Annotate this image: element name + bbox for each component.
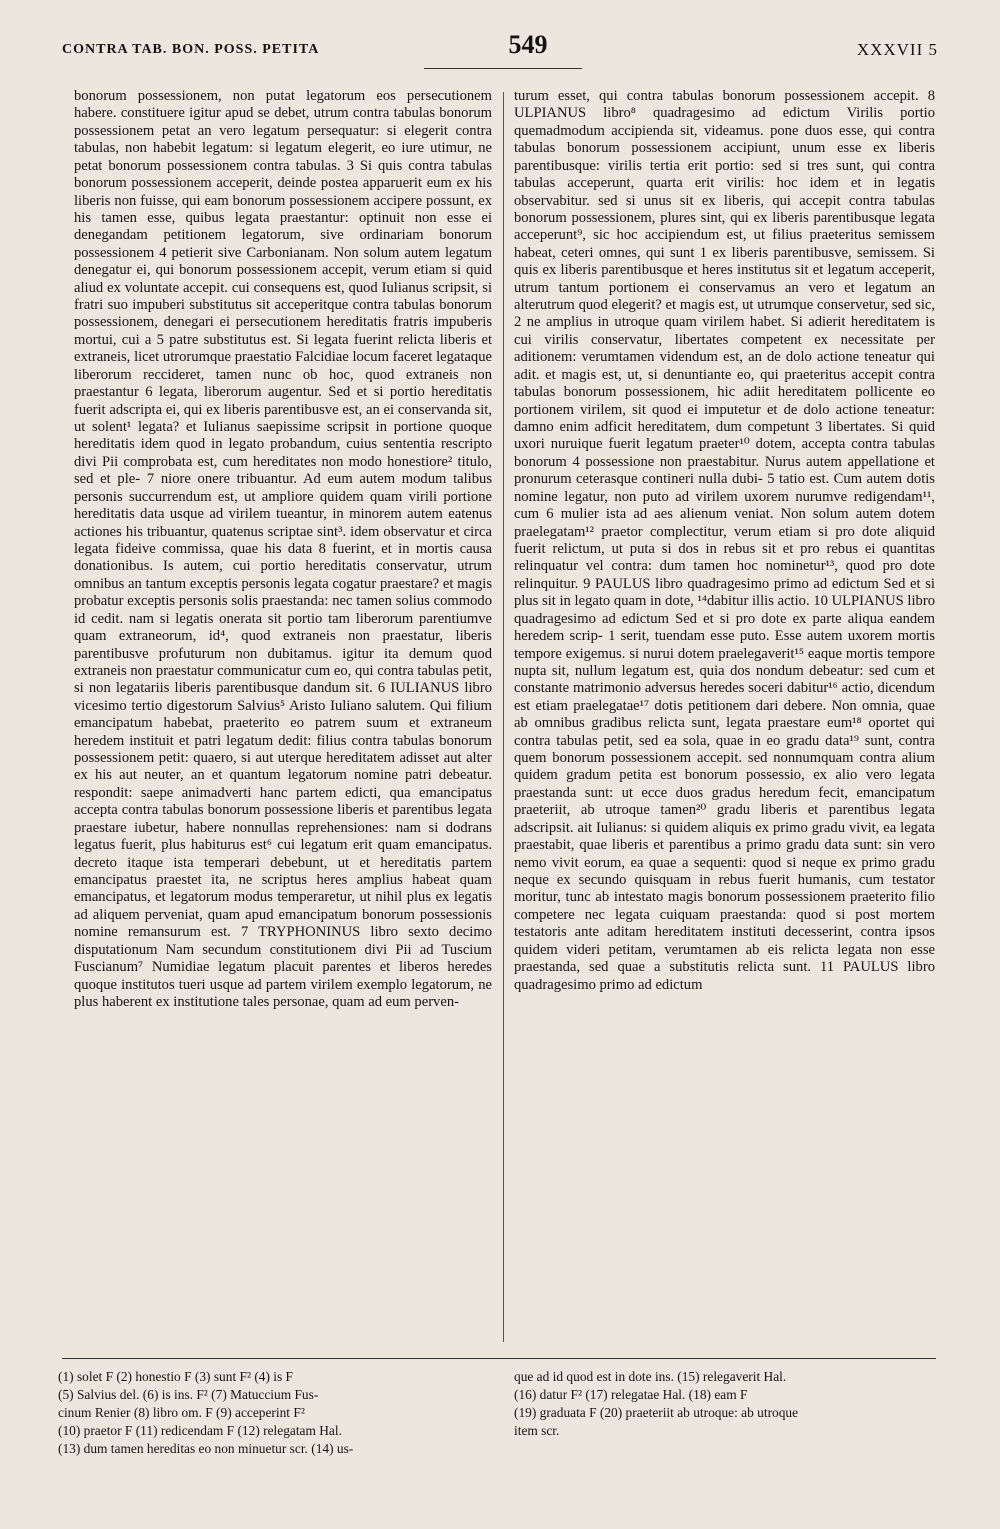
left-column bbox=[74, 88, 492, 1011]
footnote-line: item scr. bbox=[514, 1423, 560, 1438]
footnote-line: (19) graduata F (20) praeteriit ab utroque: ab utroque bbox=[514, 1405, 799, 1420]
footnote-line: (16) datur F² (17) relegatae Hal. (18) eam F bbox=[514, 1387, 748, 1402]
footnote-rule bbox=[62, 1358, 936, 1359]
page-number: 549 bbox=[508, 30, 548, 59]
left-column-text: bonorum possessionem, non putat legatorum eos persecutionem habere. constituere igitur apud se debet, utrum contra tabulas bonorum possessionem petat an vero legatum persequatur: si elegerit contra tabulas, non habebit legatum: si legatum elegerit, eo iure utimur, ne petat bonorum possessionem contra tabulas. 3 Si quis contra tabulas bonorum possessionem acceperit, deinde postea apparuerit eum ex his liberis non fuisse, qui eam bonorum possessionem accipere possunt, ex his tamen esse, quibus legata praestantur: optinuit non esse ei denegandam petitionem legatorum, sive ordinariam bonorum possessionem 4 petierit sive Carbonianam. Non solum autem legatum denegatur ei, qui bonorum possessionem accepit, verum etiam si quid aliud ex voluntate accepit. cui consequens est, quod Iulianus scripsit, si fratri suo impuberi substitutus sit acceperitque contra tabulas bonorum possessionem, denegari ei persecutionem hereditatis fratris impuberis mortui, cui a 5 patre substitutus est. Si legata fuerint relicta liberis et extraneis, licet utrorumque praestatio Falcidiae locum faceret legataque liberorum reccideret, tamen nunc ob hoc, quod extraneis non praestantur 6 legata, liberorum augentur. Sed et si portio hereditatis fuerit adscripta ei, qui ex liberis parentibusve est, an ei conservanda sit, ut solent¹ legata? et Iulianus saepissime scripsit in portione quoque hereditatis idem quod in legato probandum, cuius sententia rescripto divi Pii comprobata est, cum hereditates non modo honestiore² titulo, sed et ple- 7 niore onere tribuantur. Ad eum autem modum talibus personis succurrendum est, ut ampliore quidem quam virili portione hereditatis data usque ad virilem tueantur, in minorem autem eatenus actiones his tribuantur, quatenus scriptae sint³. idem observatur et circa legata fideive commissa, quae his data 8 fuerint, et in mortis causa donationibus. Is autem, cui portio hereditatis conservatur, utrum omnibus an tantum exceptis personis legata cogatur praestare? et magis probatur exceptis personis solis praestanda: nec tamen solius commodo id cedit. nam si legatis onerata sit portio tam liberorum parentiumve quam extraneorum, id⁴, quod extraneis non praestatur, liberis parentibusve profuturum non dubitamus. igitur ita demum quod extraneis non praestatur communicatur cum eo, qui contra tabulas petit, si non legatariis liberis parentibusque dandum sit. 6 IULIANUS libro vicesimo tertio digestorum Salvius⁵ Aristo Iuliano salutem. Qui filium emancipatum habebat, praeterito eo patrem suum et extraneum heredem instituit et patri legatum dedit: filius contra tabulas bonorum possessionem petit: quaero, si aut uterque hereditatem adisset aut alter ex his aut neuter, an et quantum legatorum nomine patri debeatur. respondit: saepe animadverti hanc partem edicti, qua emancipatus accepta contra tabulas bonorum possessione liberis et parentibus legata praestare iubetur, habere nonnullas reprehensiones: nam si dodrans legatus fuerit, plus habiturus est⁶ cui legatum erit quam emancipatus. decreto itaque ista temperari debebunt, ut et hereditatis partem emancipatus praestet ita, ne scriptus heres amplius habeat quam emancipatus, et legatorum modus temperaretur, ut nihil plus ex legatis ad aliquem perveniat, quam apud emancipatum bonorum possessionis nomine remansurum est. 7 TRYPHONINUS libro sexto decimo disputationum Nam secundum constitutionem divi Pii ad Tuscium Fuscianum⁷ Numidiae legatum placuit parentes et liberos heredes quoque institutos tueri usque ad partem virilem exemplo legatorum, ne plus haberent ex institutione tales personae, quam ad eum perven- bbox=[74, 88, 492, 1010]
right-column-text: turum esset, qui contra tabulas bonorum possessionem accepit. 8 ULPIANUS libro⁸ quadragesimo ad edictum Virilis portio quemadmodum accipienda sit, videamus. pone duos esse, qui contra tabulas bonorum possessionem accipiunt, unum esse ex liberis parentibusque: virilis tertia erit portio: sed si tres sunt, qui contra tabulas acceperunt, quarta erit virilis: hoc idem et in legatis observabitur. sed si unus sit ex liberis, qui accepit contra tabulas bonorum possessionem, plures sint, qui ex liberis parentibusque legata acceperunt⁹, sic hoc accipiendum est, ut filius praeteritus semissem habeat, ceteri omnes, qui sunt 1 ex liberis parentibusve, semissem. Si quis ex liberis parentibusque et heres institutus sit et legatum acceperit, utrum tantum portionem ei conservamus an vero et legatum an alterutrum quod elegerit? et magis est, ut utrumque conservetur, sed sic, 2 ne amplius in utroque quam virilem habet. Si adierit hereditatem is cui virilis conservatur, libertates competent ex necessitate per aditionem: verumtamen videndum est, an de dolo actione teneatur qui adit. et magis est, ut, si denuntiante eo, qui praeteritus accepit contra tabulas bonorum possessionem, hic adiit hereditatem pollicente eo portionem virilem, sit quod ei imputetur et de dolo actione teneatur: damno enim adficit hereditatem, dum competunt 3 libertates. Si quid uxori nuruique fuerit legatum praeter¹⁰ dotem, accepta contra tabulas bonorum 4 possessione non praestabitur. Nurus autem appellatione et pronurum ceterasque contineri nulla dubi- 5 tatio est. Cum autem dotis nomine legatur, non puto ad virilem uxorem nurumve redigendam¹¹, cum 6 mulier ista ad aes alienum veniat. Non solum autem dotem praelegatam¹² praetor complectitur, verum etiam si pro dote aliquid fuerit relictum, ut puta si dos in rebus sit et pro rebus ei quantitas relinquatur vel contra: dum tamen hoc nominetur¹³, quod pro dote relinquitur. 9 PAULUS libro quadragesimo primo ad edictum Sed et si plus sit in legato quam in dote, ¹⁴dabitur illis actio. 10 ULPIANUS libro quadragesimo ad edictum Sed et si pro dote ex parte aliqua eandem heredem scrip- 1 serit, tuendam esse puto. Esse autem uxorem mortis tempore exigemus. si nurui dotem praelegaverit¹⁵ eaque mortis tempore nupta sit, nullum legatum est, quia dos nondum debeatur: sed cum et constante matrimonio adversus heredes soceri dabitur¹⁶ actio, dicendum est etiam praelegatae¹⁷ dotis petitionem dari debere. Non omnia, quae ab omnibus gradibus relicta sunt, legata praestare eum¹⁸ oportet qui contra tabulas petit, sed ea sola, quae in eo gradu data¹⁹ sunt, contra quem bonorum possessionem accepit. sed nonnumquam contra alium quidem gradum petita est bonorum possessio, ex alio vero legata praestanda sunt: ut ecce duos gradus heredum fecit, emancipatum praeteriit, ab utroque tamen²⁰ gradu liberis et parentibus legata adscripsit. ait Iulianus: si quidem aliquis ex primo gradu vivit, ea legata praestabit, quae liberis et parentibus a primo gradu data sunt: sin vero nemo vivit eorum, ea quae a sequenti: quod si neque ex primo gradu neque ex secundo quisquam in rebus fuerit humanis, cum testator moritur, tunc ab intestato magis bonorum possessionem praeterito filio competere nec legata cuiquam praestanda: quod si post mortem testatoris ante aditam hereditatem instituti decesserint, contra ipsos quidem videri petitam, verumtamen ab eis relicta legata non esse praestanda, sed quae a substitutis relicta sunt. 11 PAULUS libro quadragesimo primo ad edictum bbox=[514, 88, 935, 993]
footnote-line: (10) praetor F (11) redicendam F (12) relegatam Hal. bbox=[58, 1423, 342, 1438]
footnote-line: cinum Renier (8) libro om. F (9) acceperint F² bbox=[58, 1405, 305, 1420]
running-title: CONTRA TAB. BON. POSS. PETITA bbox=[62, 42, 320, 57]
footnote-line: (5) Salvius del. (6) is ins. F² (7) Matuccium Fus- bbox=[58, 1387, 319, 1402]
footnote-line: que ad id quod est in dote ins. (15) relegaverit Hal. bbox=[514, 1369, 787, 1384]
page-header bbox=[0, 0, 1000, 80]
footnote-line: (13) dum tamen hereditas eo non minuetur scr. (14) us- bbox=[58, 1441, 354, 1456]
right-column bbox=[514, 88, 935, 994]
column-divider bbox=[503, 92, 504, 1342]
section-reference: XXXVII 5 bbox=[856, 40, 938, 59]
footnotes-right bbox=[514, 1368, 936, 1440]
header-rule bbox=[424, 68, 582, 69]
footnote-line: (1) solet F (2) honestio F (3) sunt F² (4) is F bbox=[58, 1369, 294, 1384]
footnotes-left bbox=[58, 1368, 490, 1458]
